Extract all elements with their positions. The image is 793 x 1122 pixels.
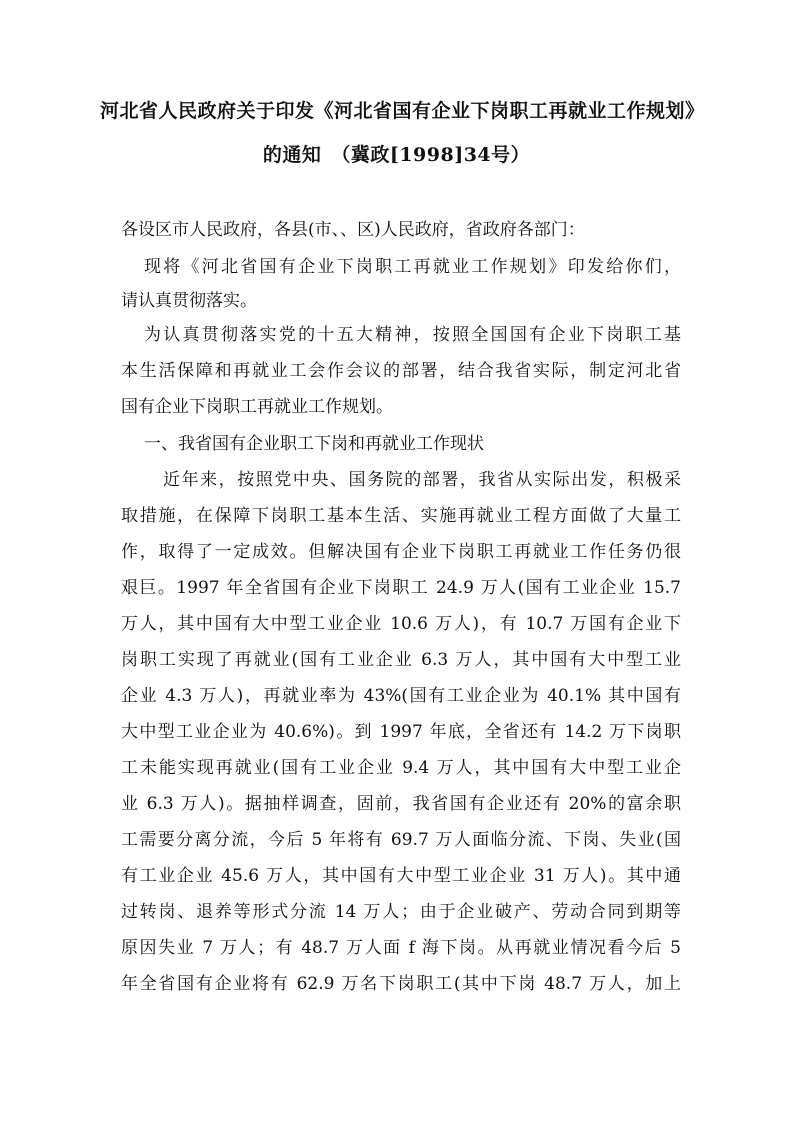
salutation: 各设区市人民政府，各县(市、、区)人民政府，省政府各部门： <box>121 220 585 240</box>
paragraph-line: 现将《河北省国有企业下岗职工再就业工作规划》印发给你们， <box>144 257 681 277</box>
paragraph-line: 作，取得了一定成效。但解决国有企业下岗职工再就业工作任务仍很 <box>121 542 681 562</box>
paragraph-line: 岗职工实现了再就业(国有工业企业 6.3 万人，其中国有大中型工业 <box>121 650 681 670</box>
paragraph-line: 年全省国有企业将有 62.9 万名下岗职工(其中下岗 48.7 万人，加上 <box>121 974 681 994</box>
paragraph-line: 业 6.3 万人)。据抽样调查，固前，我省国有企业还有 20%的富余职 <box>121 794 681 814</box>
paragraph-line: 近年来，按照党中央、国务院的部署，我省从实际出发，积极采 <box>163 470 681 490</box>
paragraph-line: 工未能实现再就业(国有工业企业 9.4 万人，其中国有大中型工业企 <box>121 758 681 778</box>
document-title-subline: 的通知 （冀政[1998]34号） <box>262 144 531 166</box>
paragraph-line: 取措施，在保障下岗职工基本生活、实施再就业工程方面做了大量工 <box>121 506 681 526</box>
paragraph-line: 为认真贯彻落实党的十五大精神，按照全国国有企业下岗职工基 <box>144 325 681 345</box>
paragraph-line: 企业 4.3 万人)，再就业率为 43%(国有工业企业为 40.1% 其中国有 <box>121 686 681 706</box>
section-heading: 一、我省国有企业职工下岗和再就业工作现状 <box>144 434 484 454</box>
document-title: 河北省人民政府关于印发《河北省国有企业下岗职工再就业工作规划》 <box>100 100 705 122</box>
paragraph-line: 有工业企业 45.6 万人，其中国有大中型工业企业 31 万人)。其中通 <box>121 866 681 886</box>
paragraph-line: 请认真贯彻落实。 <box>121 291 257 311</box>
paragraph-line: 本生活保障和再就业工会作会议的部署，结合我省实际，制定河北省 <box>121 361 681 381</box>
paragraph-line: 国有企业下岗职工再就业工作规划。 <box>121 397 393 417</box>
paragraph-line: 万人，其中国有大中型工业企业 10.6 万人)，有 10.7 万国有企业下 <box>121 614 681 634</box>
paragraph-line: 过转岗、退养等形式分流 14 万人；由于企业破产、劳动合同到期等 <box>121 902 681 922</box>
paragraph-line: 艰巨。1997 年全省国有企业下岗职工 24.9 万人(国有工业企业 15.7 <box>121 578 681 598</box>
paragraph-line: 大中型工业企业为 40.6%)。到 1997 年底，全省还有 14.2 万下岗职 <box>121 722 681 742</box>
paragraph-line: 工需要分离分流，今后 5 年将有 69.7 万人面临分流、下岗、失业(国 <box>121 830 681 850</box>
paragraph-line: 原因失业 7 万人；有 48.7 万人面 f 海下岗。从再就业情况看今后 5 <box>121 938 681 958</box>
